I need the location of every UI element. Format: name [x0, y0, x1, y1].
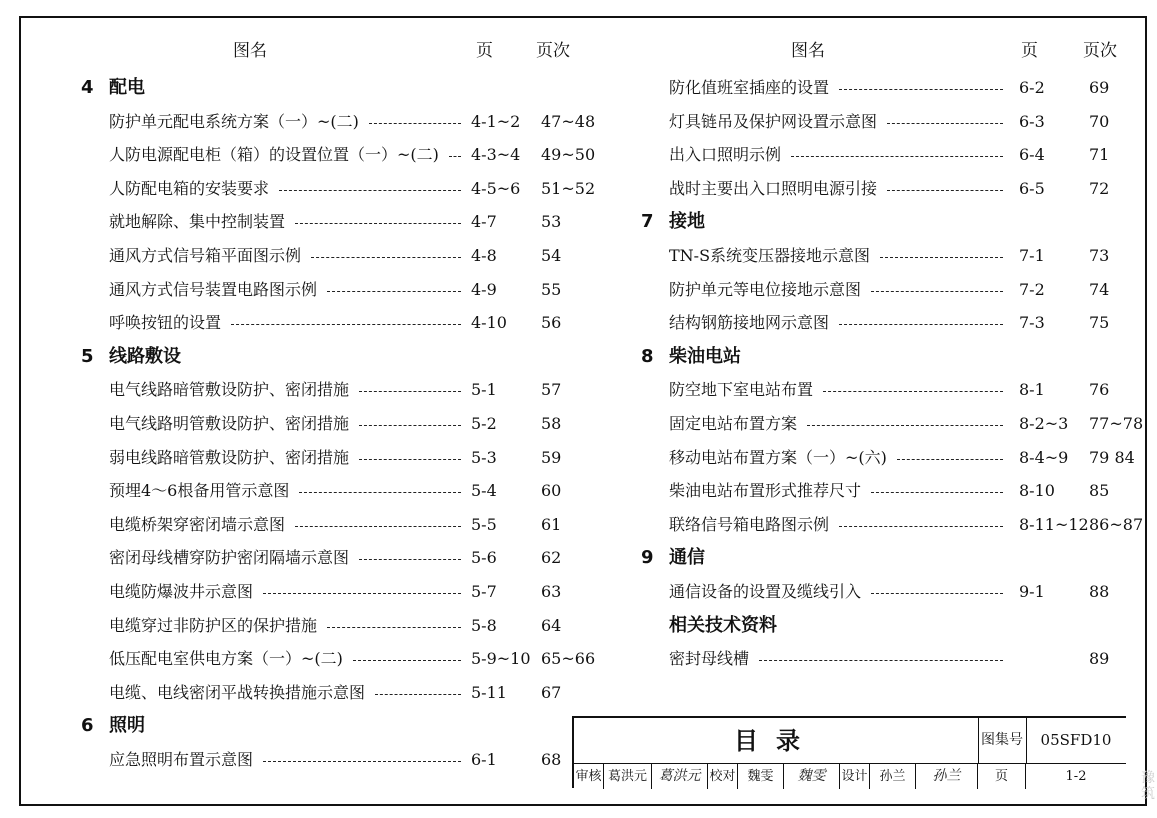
toc-entry	[21, 645, 596, 673]
entry-page: 5-1	[471, 380, 497, 400]
leader-dashes	[839, 324, 1003, 325]
entry-title: 应急照明布置示意图	[109, 750, 254, 769]
section-number: 8	[641, 345, 654, 367]
leader-dashes	[295, 223, 461, 224]
toc-entry	[21, 544, 581, 572]
entry-page: 5-9~10	[471, 649, 531, 669]
entry-title: 出入口照明示例	[669, 145, 782, 165]
entry-page: 4-3~4	[471, 145, 521, 165]
entry-page: 5-2	[471, 414, 497, 433]
section-heading	[21, 712, 581, 740]
drawing-title: 目录	[574, 718, 979, 763]
section-number: 7	[641, 211, 654, 233]
entry-title: 防护单元等电位接地示意图	[669, 279, 862, 299]
leader-dashes	[759, 660, 1003, 661]
leader-dashes	[897, 459, 1003, 460]
atlas-number-label: 图集号	[978, 718, 1027, 763]
entry-pageno: 67	[541, 682, 562, 702]
entry-title: 电气线路暗管敷设防护、密闭措施	[109, 380, 350, 400]
leader-dashes	[295, 526, 461, 527]
leader-dashes	[359, 459, 461, 460]
section-heading	[591, 612, 1146, 640]
entry-page: 8-4~9	[1019, 447, 1069, 467]
review-name: 葛洪元	[604, 764, 652, 789]
entry-page: 7-3	[1019, 313, 1045, 333]
entry-page: 8-11~12	[1019, 514, 1089, 534]
entry-pageno: 74	[1089, 279, 1110, 299]
section-title: 配电	[109, 77, 145, 98]
entry-title: 低压配电室供电方案（一）~(二)	[109, 649, 343, 669]
toc-entry	[21, 410, 581, 438]
leader-dashes	[279, 190, 461, 191]
entry-page: 9-1	[1019, 582, 1045, 601]
entry-page: 6-4	[1019, 145, 1045, 165]
toc-entry	[591, 175, 1146, 203]
toc-entry	[591, 309, 1146, 337]
entry-title: 通信设备的设置及缆线引入	[669, 582, 862, 601]
entry-pageno: 49~50	[541, 145, 596, 165]
entry-page: 8-1	[1019, 380, 1045, 400]
toc-entry	[591, 242, 1146, 270]
toc-entry	[591, 477, 1146, 505]
toc-entry	[591, 578, 1146, 606]
entry-pageno: 86~87	[1089, 514, 1144, 534]
leader-dashes	[359, 559, 461, 560]
entry-page: 4-5~6	[471, 178, 521, 198]
entry-pageno: 77~78	[1089, 414, 1144, 433]
entry-pageno: 71	[1089, 145, 1110, 165]
section-title: 线路敷设	[109, 345, 181, 367]
leader-dashes	[353, 660, 461, 661]
entry-page: 4-8	[471, 246, 497, 265]
entry-title: 柴油电站布置形式推荐尺寸	[669, 481, 862, 501]
toc-entry	[21, 612, 581, 640]
section-number: 5	[81, 345, 94, 367]
toc-entry	[591, 410, 1146, 438]
entry-page: 7-1	[1019, 246, 1045, 265]
entry-page: 4-10	[471, 313, 507, 333]
toc-entry	[591, 276, 1146, 304]
entry-pageno: 79 84	[1089, 447, 1135, 467]
leader-dashes	[263, 761, 461, 762]
section-title: 相关技术资料	[669, 614, 777, 636]
entry-title: 就地解除、集中控制装置	[109, 212, 286, 232]
entry-page: 4-7	[471, 212, 497, 232]
entry-page: 7-2	[1019, 279, 1045, 299]
entry-title: 防化值班室插座的设置	[669, 78, 830, 97]
page-value: 1-2	[1065, 769, 1087, 784]
watermark: 豫 筑	[1141, 770, 1155, 802]
leader-dashes	[231, 324, 461, 325]
section-number: 4	[81, 77, 94, 98]
entry-pageno: 76	[1089, 380, 1110, 400]
entry-pageno: 72	[1089, 178, 1110, 198]
entry-pageno: 68	[541, 750, 562, 769]
section-title: 接地	[669, 211, 705, 233]
entry-title: 密闭母线槽穿防护密闭隔墙示意图	[109, 548, 350, 568]
signature-row	[574, 763, 1126, 789]
leader-dashes	[375, 694, 461, 695]
toc-entry	[591, 444, 1146, 472]
title-block	[572, 716, 1126, 788]
section-heading	[591, 544, 1146, 572]
leader-dashes	[299, 492, 461, 493]
entry-pageno: 57	[541, 380, 562, 400]
header-pageno: 页次	[536, 41, 570, 61]
entry-title: 电气线路明管敷设防护、密闭措施	[109, 414, 350, 433]
check-name: 魏雯	[738, 764, 784, 789]
section-heading	[591, 208, 1146, 236]
leader-dashes	[871, 492, 1003, 493]
entry-title: TN-S系统变压器接地示意图	[669, 246, 871, 265]
entry-page: 8-10	[1019, 481, 1055, 501]
section-title: 通信	[669, 547, 705, 569]
entry-pageno: 60	[541, 481, 562, 501]
toc-entry	[21, 578, 581, 606]
toc-entry	[21, 141, 596, 169]
entry-page: 5-11	[471, 682, 507, 702]
entry-title: 移动电站布置方案（一）~(六)	[669, 447, 887, 467]
atlas-number-value: 05SFD10	[1040, 731, 1112, 749]
toc-entry	[21, 746, 581, 774]
entry-page: 5-3	[471, 447, 497, 467]
leader-dashes	[880, 257, 1003, 258]
drawing-sheet	[19, 16, 1147, 806]
entry-page: 5-8	[471, 615, 497, 635]
toc-entry	[591, 511, 1146, 539]
entry-pageno: 65~66	[541, 649, 596, 669]
toc-entry	[591, 645, 1146, 673]
leader-dashes	[359, 391, 461, 392]
leader-dashes	[807, 425, 1003, 426]
entry-page: 5-7	[471, 582, 497, 601]
entry-title: 电缆、电线密闭平战转换措施示意图	[109, 682, 366, 702]
entry-title: 战时主要出入口照明电源引接	[669, 178, 878, 198]
toc-entry	[591, 376, 1146, 404]
toc-entry	[21, 511, 581, 539]
review-signature: 葛洪元	[652, 764, 708, 789]
entry-title: 人防配电箱的安装要求	[109, 178, 270, 198]
entry-pageno: 62	[541, 548, 562, 568]
toc-entry	[21, 309, 581, 337]
page-label: 页	[978, 764, 1026, 789]
entry-title: 呼唤按钮的设置	[109, 313, 222, 333]
toc-entry	[21, 175, 596, 203]
toc-entry	[591, 108, 1146, 136]
leader-dashes	[311, 257, 461, 258]
entry-title: 灯具链吊及保护网设置示意图	[669, 111, 878, 131]
leader-dashes	[871, 291, 1003, 292]
leader-dashes	[887, 190, 1003, 191]
section-number: 6	[81, 715, 94, 737]
entry-pageno: 89	[1089, 649, 1110, 669]
review-label: 审核	[574, 764, 604, 789]
leader-dashes	[839, 89, 1003, 90]
entry-title: 联络信号箱电路图示例	[669, 514, 830, 534]
entry-pageno: 54	[541, 246, 562, 265]
entry-title: 人防电源配电柜（箱）的设置位置（一）~(二)	[109, 145, 439, 165]
toc-entry	[21, 242, 581, 270]
entry-pageno: 69	[1089, 78, 1110, 97]
entry-page: 6-2	[1019, 78, 1045, 97]
entry-title: 防护单元配电系统方案（一）~(二)	[109, 111, 359, 131]
entry-pageno: 53	[541, 212, 562, 232]
entry-pageno: 75	[1089, 313, 1110, 333]
header-pageno: 页次	[1083, 41, 1117, 61]
entry-pageno: 61	[541, 514, 562, 534]
leader-dashes	[263, 593, 461, 594]
entry-pageno: 59	[541, 447, 562, 467]
toc-entry	[21, 108, 596, 136]
entry-pageno: 47~48	[541, 111, 596, 131]
leader-dashes	[823, 391, 1003, 392]
toc-entry	[21, 208, 581, 236]
leader-dashes	[791, 156, 1003, 157]
entry-page: 4-1~2	[471, 111, 521, 131]
entry-title: 弱电线路暗管敷设防护、密闭措施	[109, 447, 350, 467]
toc-entry	[21, 679, 581, 707]
entry-page: 5-5	[471, 514, 497, 534]
header-name: 图名	[233, 41, 267, 61]
entry-pageno: 55	[541, 279, 562, 299]
leader-dashes	[887, 123, 1003, 124]
entry-title: 密封母线槽	[669, 649, 750, 669]
entry-page: 6-1	[471, 750, 497, 769]
design-name: 孙兰	[870, 764, 916, 789]
toc-entry	[591, 74, 1146, 102]
entry-pageno: 70	[1089, 111, 1110, 131]
entry-pageno: 56	[541, 313, 562, 333]
header-page: 页	[476, 41, 493, 61]
toc-entry	[21, 444, 581, 472]
entry-title: 电缆防爆波井示意图	[109, 582, 254, 601]
entry-pageno: 51~52	[541, 178, 596, 198]
entry-page: 6-3	[1019, 111, 1045, 131]
entry-pageno: 64	[541, 615, 562, 635]
entry-pageno: 63	[541, 582, 562, 601]
leader-dashes	[839, 526, 1003, 527]
entry-page: 8-2~3	[1019, 414, 1069, 433]
leader-dashes	[327, 627, 461, 628]
entry-title: 通风方式信号箱平面图示例	[109, 246, 302, 265]
header-name: 图名	[791, 41, 825, 61]
leader-dashes	[359, 425, 461, 426]
toc-entry	[21, 376, 581, 404]
entry-title: 预埋4～6根备用管示意图	[109, 481, 290, 501]
entry-title: 防空地下室电站布置	[669, 380, 814, 400]
entry-pageno: 58	[541, 414, 562, 433]
entry-page: 4-9	[471, 279, 497, 299]
entry-page: 6-5	[1019, 178, 1045, 198]
section-title: 柴油电站	[669, 345, 741, 367]
section-heading	[21, 74, 581, 102]
check-label: 校对	[708, 764, 738, 789]
header-page: 页	[1021, 41, 1038, 61]
leader-dashes	[327, 291, 461, 292]
leader-dashes	[871, 593, 1003, 594]
toc-entry	[591, 141, 1146, 169]
entry-page: 5-4	[471, 481, 497, 501]
entry-title: 固定电站布置方案	[669, 414, 798, 433]
toc-entry	[21, 276, 581, 304]
entry-title: 电缆桥架穿密闭墙示意图	[109, 514, 286, 534]
entry-title: 结构钢筋接地网示意图	[669, 313, 830, 333]
design-label: 设计	[840, 764, 870, 789]
leader-dashes	[449, 156, 461, 157]
section-heading	[21, 343, 581, 371]
section-heading	[591, 343, 1146, 371]
entry-page: 5-6	[471, 548, 497, 568]
entry-title: 通风方式信号装置电路图示例	[109, 279, 318, 299]
leader-dashes	[369, 123, 461, 124]
entry-title: 电缆穿过非防护区的保护措施	[109, 615, 318, 635]
design-signature: 孙兰	[916, 764, 978, 789]
entry-pageno: 73	[1089, 246, 1110, 265]
check-signature: 魏雯	[784, 764, 840, 789]
entry-pageno: 88	[1089, 582, 1110, 601]
section-title: 照明	[109, 715, 145, 737]
entry-pageno: 85	[1089, 481, 1110, 501]
section-number: 9	[641, 547, 654, 569]
toc-entry	[21, 477, 581, 505]
